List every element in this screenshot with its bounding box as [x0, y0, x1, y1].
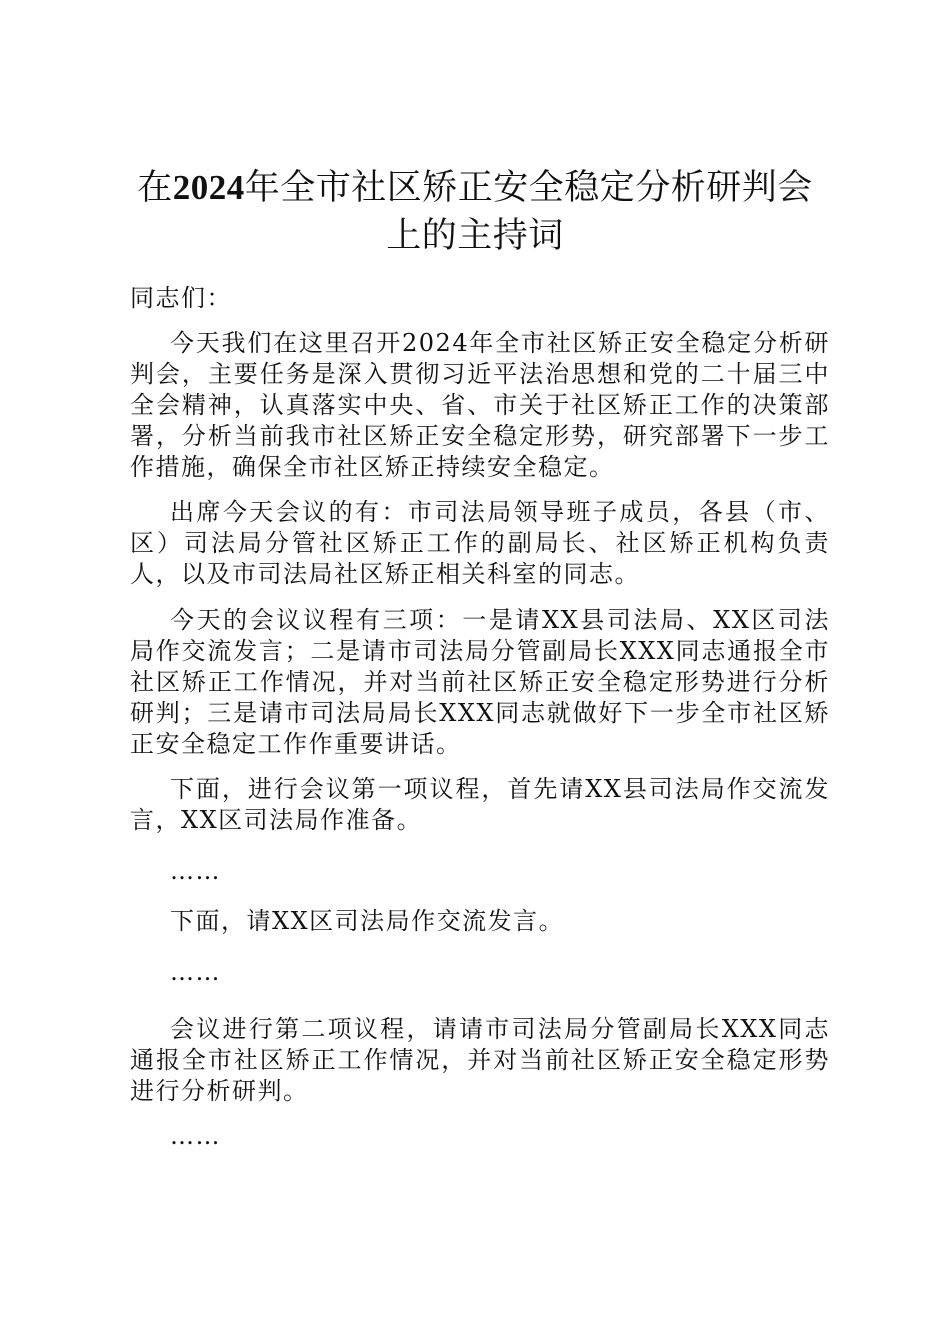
- paragraph-agenda-item-1: 下面，进行会议第一项议程，首先请XX县司法局作交流发言，XX区司法局作准备。: [130, 775, 830, 834]
- document-title: [100, 164, 850, 260]
- ellipsis-3: ……: [170, 1122, 221, 1150]
- paragraph-attendees: 出席今天会议的有：市司法局领导班子成员，各县（市、区）司法局分管社区矫正工作的副局长、社区矫正机构负责人，以及市司法局社区矫正相关科室的同志。: [130, 498, 830, 588]
- paragraph-agenda: 今天的会议议程有三项：一是请XX县司法局、XX区司法局作交流发言；二是请市司法局分管副局长XXX同志通报全市社区矫正工作情况，并对当前社区矫正安全稳定形势进行分析研判；三是请市司法局局长XXX同志就做好下一步全市社区矫正安全稳定工作作重要讲话。: [130, 606, 830, 758]
- ellipsis-1: ……: [170, 857, 221, 885]
- paragraph-second-speaker: 下面，请XX区司法局作交流发言。: [170, 907, 565, 935]
- title-line2: 上的主持词: [386, 216, 564, 256]
- title-line1-rest: 年全市社区矫正安全稳定分析研判会: [244, 168, 813, 208]
- paragraph-agenda-item-2: 会议进行第二项议程，请请市司法局分管副局长XXX同志通报全市社区矫正工作情况，并对当前社区矫正安全稳定形势进行分析研判。: [130, 1015, 830, 1105]
- title-prefix: 在: [137, 168, 173, 208]
- salutation: 同志们：: [130, 284, 232, 312]
- ellipsis-2: ……: [170, 958, 221, 986]
- title-year: 2024: [172, 168, 245, 207]
- paragraph-purpose: 今天我们在这里召开2024年全市社区矫正安全稳定分析研判会，主要任务是深入贯彻习近平法治思想和党的二十届三中全会精神，认真落实中央、省、市关于社区矫正工作的决策部署，分析当前我市社区矫正安全稳定形势，研究部署下一步工作措施，确保全市社区矫正持续安全稳定。: [130, 329, 830, 481]
